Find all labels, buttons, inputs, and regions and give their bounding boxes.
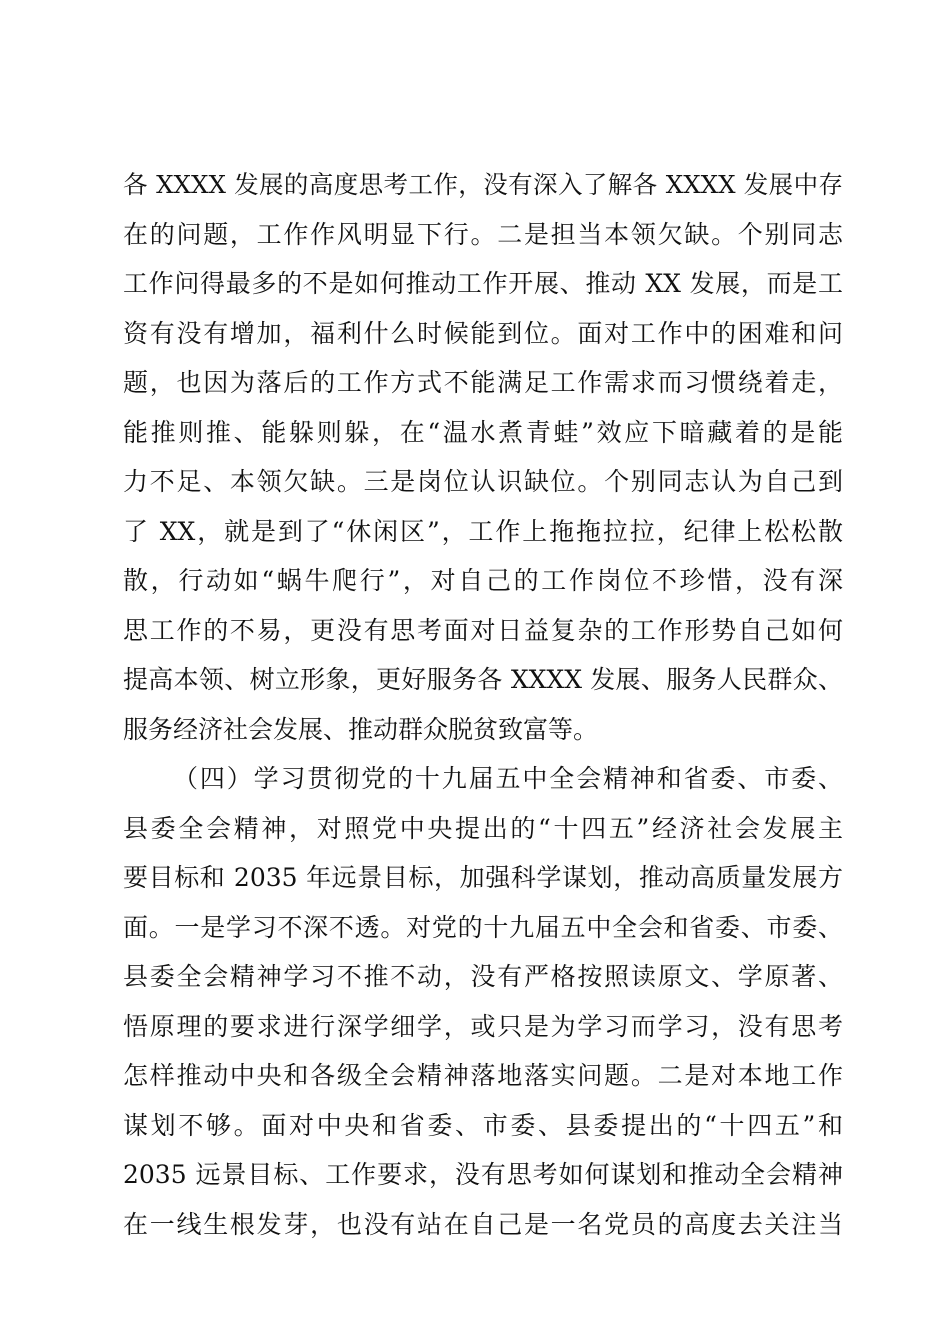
text-line: 在一线生根发芽，也没有站在自己是一名党员的高度去关注当 [123,1209,843,1239]
text-line: 2035 远景目标、工作要求，没有思考如何谋划和推动全会精神 [123,1160,843,1189]
text-line: 题，也因为落后的工作方式不能满足工作需求而习惯绕着走， [123,368,843,397]
text-line: 资有没有增加，福利什么时候能到位。面对工作中的困难和问 [123,318,843,348]
text-line: 能推则推、能躲则躲，在“温水煮青蛙”效应下暗藏着的是能 [123,417,843,447]
text-line: 各 XXXX 发展的高度思考工作，没有深入了解各 XXXX 发展中存 [123,170,843,199]
text-line: 思工作的不易，更没有思考面对日益复杂的工作形势自己如何 [123,615,843,645]
text-line: 要目标和 2035 年远景目标，加强科学谋划，推动高质量发展方 [123,863,843,892]
text-line: 怎样推动中央和各级全会精神落地落实问题。二是对本地工作 [123,1061,843,1090]
body-text [123,160,843,1249]
paragraph-end-line: 服务经济社会发展、推动群众脱贫致富等。 [123,714,599,744]
section-heading-line: （四）学习贯彻党的十九届五中全会精神和省委、市委、 [173,764,843,793]
text-line: 谋划不够。面对中央和省委、市委、县委提出的“十四五”和 [123,1110,843,1140]
text-line: 工作问得最多的不是如何推动工作开展、推动 XX 发展，而是工 [123,269,843,298]
text-line: 在的问题，工作作风明显下行。二是担当本领欠缺。个别同志 [123,219,843,249]
text-line: 县委全会精神，对照党中央提出的“十四五”经济社会发展主 [123,813,843,843]
text-line: 面。一是学习不深不透。对党的十九届五中全会和省委、市委、 [123,912,843,942]
text-line: 散，行动如“蜗牛爬行”，对自己的工作岗位不珍惜，没有深 [123,566,843,595]
text-line: 了 XX，就是到了“休闲区”，工作上拖拖拉拉，纪律上松松散 [123,516,843,546]
text-line: 悟原理的要求进行深学细学，或只是为学习而学习，没有思考 [123,1011,843,1041]
text-line: 提高本领、树立形象，更好服务各 XXXX 发展、服务人民群众、 [123,665,843,694]
text-line: 力不足、本领欠缺。三是岗位认识缺位。个别同志认为自己到 [123,467,843,496]
text-line: 县委全会精神学习不推不动，没有严格按照读原文、学原著、 [123,962,843,991]
